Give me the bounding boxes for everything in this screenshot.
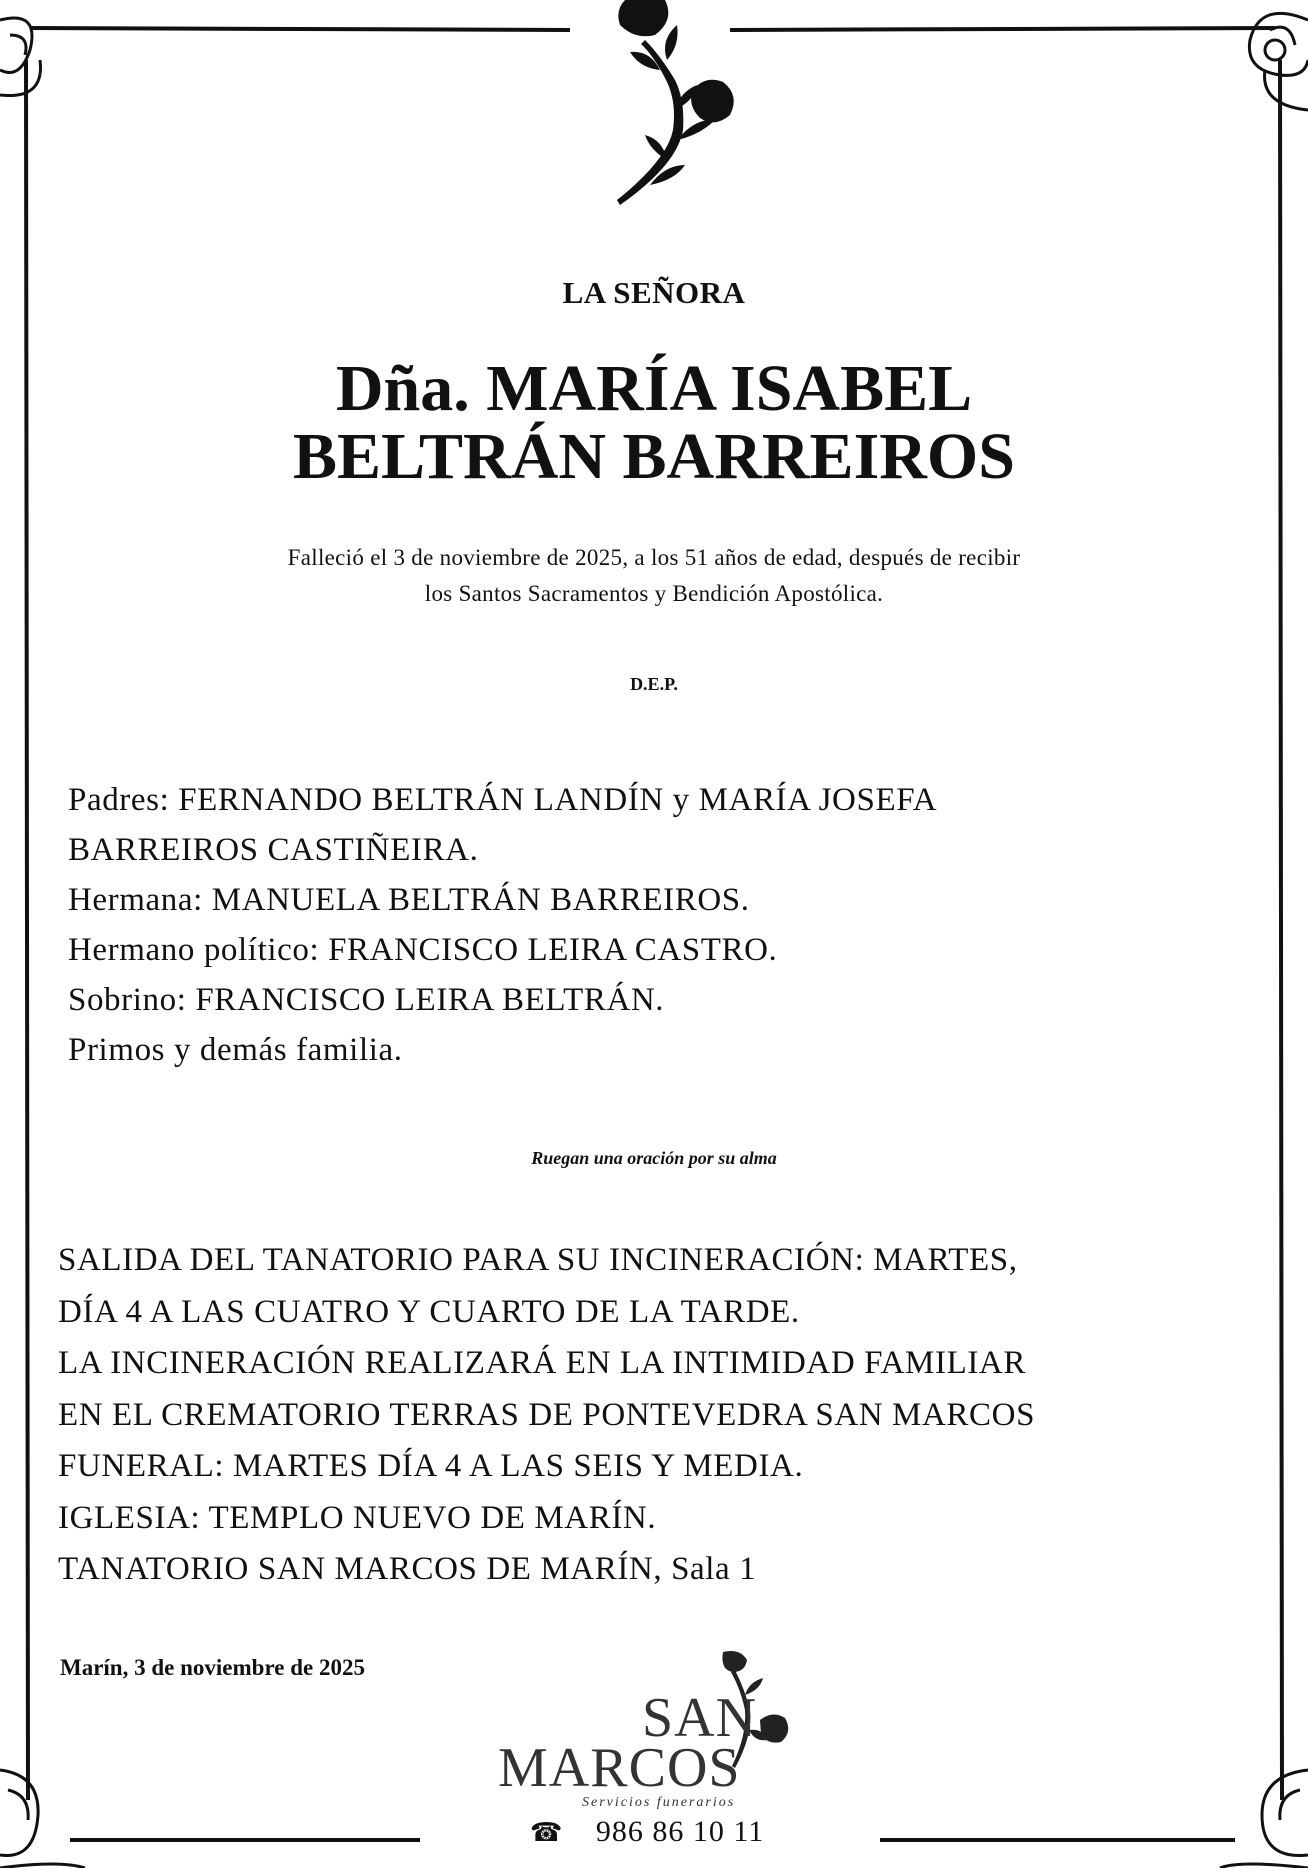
ceremony-info <box>58 1235 1258 1596</box>
info-line: DÍA 4 A LAS CUATRO Y CUARTO DE LA TARDE. <box>58 1293 800 1330</box>
info-line: SALIDA DEL TANATORIO PARA SU INCINERACIÓN: MARTES, <box>58 1242 1018 1278</box>
name-line-2: BELTRÁN BARREIROS <box>293 420 1015 493</box>
deceased-name <box>0 352 1308 493</box>
frame-line-right <box>1280 60 1282 1800</box>
info-line: FUNERAL: MARTES DÍA 4 A LAS SEIS Y MEDIA. <box>58 1448 804 1484</box>
family-line: Hermana: MANUELA BELTRÁN BARREIROS. <box>68 882 750 918</box>
heading-la-senora: LA SEÑORA <box>562 275 746 310</box>
frame-line-top-right <box>730 28 1275 30</box>
death-line-1: Falleció el 3 de noviembre de 2025, a los 51 años de edad, después de recibir <box>287 545 1021 570</box>
phone-number: 986 86 10 11 <box>595 1815 765 1848</box>
rose-branch-icon <box>605 0 755 210</box>
logo-tagline: Servicios funerarios <box>582 1795 736 1810</box>
frame-line-left <box>26 60 28 1800</box>
phone-contact <box>530 1815 764 1849</box>
family-line: BARREIROS CASTIÑEIRA. <box>68 832 479 868</box>
info-line: IGLESIA: TEMPLO NUEVO DE MARÍN. <box>58 1499 657 1536</box>
telephone-icon: ☎ <box>530 1818 564 1847</box>
frame-line-top-left <box>30 28 570 30</box>
family-line: Sobrino: FRANCISCO LEIRA BELTRÁN. <box>68 982 665 1018</box>
corner-ornament-bottom-left <box>0 1770 85 1868</box>
logo-text-marcos: MARCOS <box>498 1737 741 1799</box>
corner-ornament-bottom-right <box>1220 1770 1308 1868</box>
prayer-request: Ruegan una oración por su alma <box>531 1148 777 1168</box>
family-line: Hermano político: FRANCISCO LEIRA CASTRO. <box>68 932 778 968</box>
info-line: EN EL CREMATORIO TERRAS DE PONTEVEDRA SAN MARCOS <box>58 1396 1036 1433</box>
dep-label: D.E.P. <box>630 674 678 694</box>
death-line-2: los Santos Sacramentos y Bendición Apostólica. <box>424 581 884 606</box>
logo-text-san: SAN <box>642 1687 758 1749</box>
info-line: LA INCINERACIÓN REALIZARÁ EN LA INTIMIDAD FAMILIAR <box>58 1345 1026 1381</box>
family-list <box>68 775 1218 1075</box>
family-line: Padres: FERNANDO BELTRÁN LANDÍN y MARÍA JOSEFA <box>68 782 938 818</box>
death-statement <box>0 540 1308 612</box>
date-place: Marín, 3 de noviembre de 2025 <box>60 1655 365 1680</box>
info-line: TANATORIO SAN MARCOS DE MARÍN, Sala 1 <box>58 1551 757 1587</box>
name-line-1: Dña. MARÍA ISABEL <box>335 352 973 425</box>
family-line: Primos y demás familia. <box>68 1032 403 1068</box>
